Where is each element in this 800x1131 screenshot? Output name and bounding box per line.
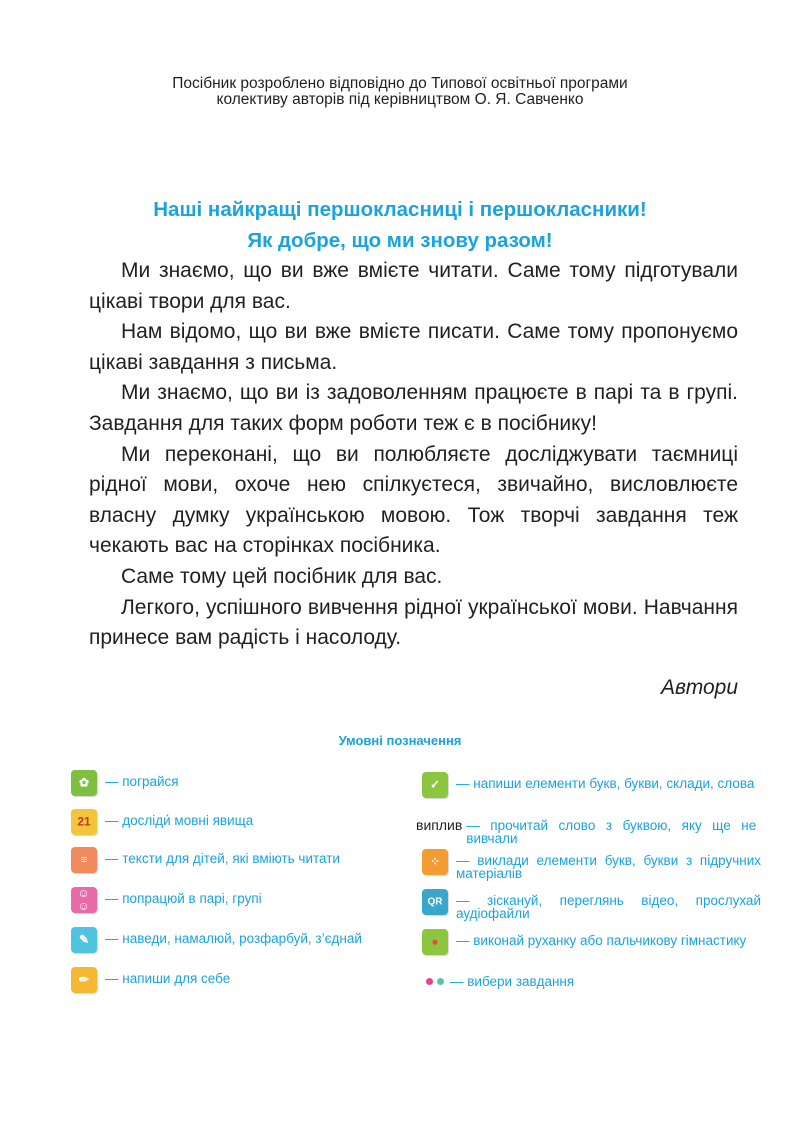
- legend-item-lay-out: [422, 849, 761, 880]
- legend-text: — пограйся: [105, 774, 179, 789]
- pink-dot-icon: [426, 978, 433, 985]
- legend-text: — досліди́ мовні явища: [105, 813, 254, 828]
- paragraph: Саме тому цей посібник для вас.: [121, 564, 443, 588]
- legend-item-write-self: [71, 967, 230, 993]
- example-word: виплив: [416, 817, 463, 833]
- header-note: [0, 76, 800, 108]
- green-dot-icon: [437, 978, 444, 985]
- writing-elements-icon: ✓: [422, 772, 448, 798]
- paragraph: Ми переконані, що ви полюбляєте досліджувати таємниці рідної мови, охоче нею спілкуєтеся, звичайно, висловлюєте власну думку українською мовою. Тож творчі завдання теж чекають вас на сторінках посібника.: [89, 442, 738, 558]
- paragraph: Нам відомо, що ви вже вмієте писати. Саме тому пропонуємо цікаві завдання з письма.: [89, 320, 738, 374]
- pencil-icon: ✏: [71, 967, 97, 993]
- qr-code-icon: QR: [422, 889, 448, 915]
- legend-text: — вибери завдання: [450, 974, 575, 989]
- calendar-icon: 21: [71, 809, 97, 835]
- legend-text: — попрацюй в парі, групі: [105, 891, 262, 906]
- headline-line-2: Як добре, що ми знову разом!: [247, 229, 553, 252]
- legend-item-research: [71, 809, 253, 835]
- author-signature: Автори: [660, 676, 738, 699]
- legend-item-exercise: [422, 929, 761, 955]
- legend-item-reading: [71, 847, 340, 873]
- pair-icon: ☺☺: [71, 887, 97, 913]
- headline-line-1: Наші найкращі першокласниці і першокласники!: [153, 198, 647, 221]
- book-stack-icon: ≡: [71, 847, 97, 873]
- paragraph: Ми знаємо, що ви вже вмієте читати. Саме тому підготували цікаві твори для вас.: [89, 259, 738, 313]
- apple-icon: ●: [422, 929, 448, 955]
- legend-text: — виконай руханку або пальчикову гімнастику: [456, 933, 747, 948]
- legend-item-new-letter: [416, 814, 756, 845]
- pencil-ruler-icon: ✎: [71, 927, 97, 953]
- legend-item-play: [71, 770, 179, 796]
- paragraph: Ми знаємо, що ви із задоволенням працюєте в парі та в групі. Завдання для таких форм роботи теж є в посібнику!: [89, 381, 738, 435]
- play-icon: ✿: [71, 770, 97, 796]
- tray-icon: ⁘: [422, 849, 448, 875]
- legend-text: — напиши елементи букв, букви, склади, слова: [456, 776, 755, 791]
- legend-item-draw: [71, 927, 362, 953]
- header-note-line-2: колективу авторів під керівництвом О. Я. Савченко: [216, 91, 584, 108]
- legend-text: — напиши для себе: [105, 971, 231, 986]
- page-title: [0, 194, 800, 256]
- legend-title: Умовні позначення: [338, 733, 462, 748]
- legend-text: — прочитай слово з буквою, яку ще не вивчали: [466, 818, 757, 846]
- legend-item-scan: [422, 889, 761, 920]
- paragraph: Легкого, успішного вивчення рідної української мови. Навчання принесе вам радість і насолоду.: [89, 595, 738, 650]
- legend-text: — тексти для дітей, які вміють читати: [105, 851, 340, 866]
- legend-item-pair-work: [71, 887, 262, 913]
- legend-item-write-elements: [422, 772, 761, 798]
- choice-dots-icon: [426, 970, 444, 985]
- legend-item-choose: [426, 970, 755, 988]
- header-note-line-1: Посібник розроблено відповідно до Типової освітньої програми: [172, 75, 628, 92]
- legend-text: — наведи, намалюй, розфарбуй, з’єднай: [105, 931, 362, 946]
- intro-text: [89, 256, 738, 654]
- legend-text: — виклади елементи букв, букви з підручних матеріалів: [456, 853, 761, 881]
- legend-text: — зіскануй, переглянь відео, прослухай аудіофайли: [456, 893, 761, 921]
